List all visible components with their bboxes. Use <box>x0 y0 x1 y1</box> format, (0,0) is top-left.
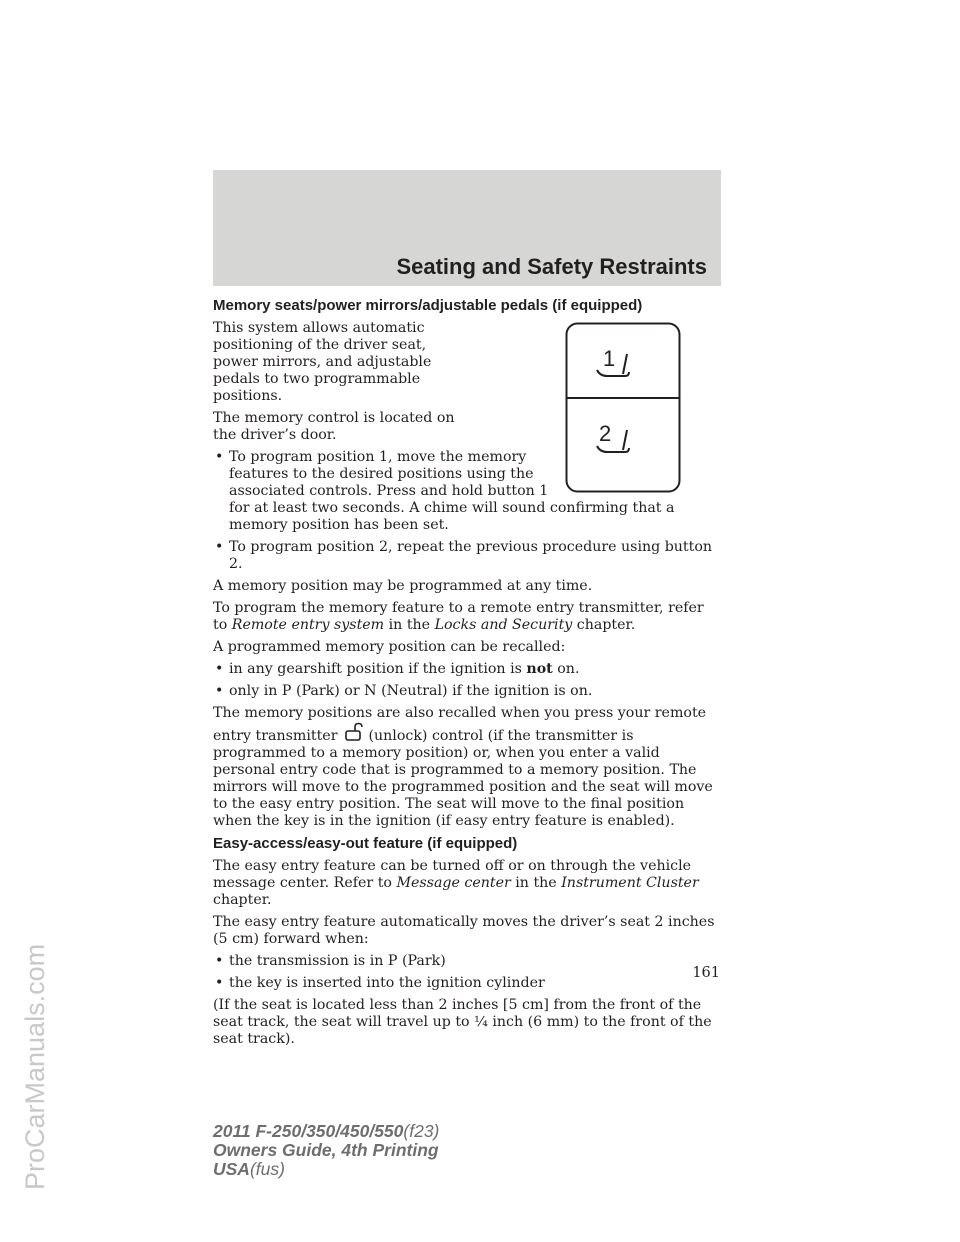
transmission-park-bullet <box>213 953 721 970</box>
footer-line-1 <box>213 1122 439 1141</box>
footer-printing: Owners Guide, 4th Printing <box>213 1140 439 1160</box>
easy-entry-text: in the <box>510 875 562 891</box>
footer-model: 2011 F-250/350/450/550 <box>213 1121 404 1141</box>
memory-recalled-text: The memory positions are also recalled when you press your remote entry transmitter <box>213 705 707 744</box>
bullet-marker: • <box>215 953 224 969</box>
program-position-1-bullet <box>213 449 721 534</box>
print-footer <box>213 1122 439 1179</box>
recall-bullet-text: on. <box>552 661 580 677</box>
section-title: Seating and Safety Restraints <box>396 254 707 279</box>
easy-access-heading: Easy-access/easy-out feature (if equipped) <box>213 835 518 852</box>
memory-seats-heading: Memory seats/power mirrors/adjustable pedals (if equipped) <box>213 297 643 314</box>
footer-line-3 <box>213 1160 439 1179</box>
recall-bullet-text: in any gearshift position if the ignition is <box>229 661 527 677</box>
recall-bullet-gearshift <box>213 661 721 678</box>
recall-bullet-park-neutral <box>213 683 721 700</box>
site-watermark: ProCarManuals.com <box>20 943 50 1190</box>
memory-location-paragraph: The memory control is located on the driver’s door. <box>213 410 455 443</box>
bullet-marker: • <box>215 539 224 555</box>
memory-recalled-text: (unlock) control (if the transmitter is programmed to a memory position) or, when you enter a valid personal entry code that is programmed to a memory position. The mirrors will move to the programmed position and the seat will move to the easy entry position. The seat will move to the final position when the key is in the ignition (if easy entry feature is enabled). <box>213 728 713 829</box>
easy-entry-message-center-paragraph <box>213 858 721 909</box>
program-position-2-bullet <box>213 539 721 573</box>
remote-entry-text: chapter. <box>572 617 636 633</box>
easy-entry-text: The easy entry feature can be turned off or on through the vehicle message center. Refer to <box>213 858 692 891</box>
remote-entry-paragraph <box>213 600 721 634</box>
memory-button-2-label: 2 <box>599 421 612 446</box>
instrument-cluster-reference: Instrument Cluster <box>561 875 699 891</box>
section-header-band <box>213 170 721 286</box>
recall-bullet-text: only in P (Park) or N (Neutral) if the ignition is on. <box>229 683 593 699</box>
remote-entry-reference: Remote entry system <box>231 617 385 633</box>
memory-button-1-label: 1 <box>603 346 616 371</box>
bullet-marker: • <box>215 683 224 699</box>
memory-recalled-paragraph <box>213 705 721 830</box>
unlock-icon <box>342 722 364 742</box>
memory-intro-paragraph: This system allows automatic positioning of the driver seat, power mirrors, and adjustable pedals to two programmable positions. <box>213 320 432 404</box>
easy-entry-text: chapter. <box>213 892 272 908</box>
key-inserted-bullet <box>213 975 721 992</box>
footer-market: USA <box>213 1159 250 1179</box>
easy-entry-moves-paragraph: The easy entry feature automatically moves the driver’s seat 2 inches (5 cm) forward when: <box>213 914 715 947</box>
footer-line-2 <box>213 1141 439 1160</box>
bullet-marker: • <box>215 449 224 465</box>
recall-intro-paragraph: A programmed memory position can be recalled: <box>213 639 566 655</box>
page-number: 161 <box>692 965 720 981</box>
seat-travel-note: (If the seat is located less than 2 inches [5 cm] from the front of the seat track, the seat will travel up to ¼ inch (6 mm) to the front of the seat track). <box>213 997 712 1047</box>
key-inserted-text: the key is inserted into the ignition cylinder <box>229 975 545 991</box>
transmission-park-text: the transmission is in P (Park) <box>229 953 446 969</box>
footer-model-code: (f23) <box>403 1121 440 1141</box>
locks-security-reference: Locks and Security <box>434 617 573 633</box>
emphasis-not: not <box>526 661 553 677</box>
remote-entry-text: in the <box>384 617 435 633</box>
footer-market-code: (fus) <box>249 1159 285 1179</box>
message-center-reference: Message center <box>396 875 511 891</box>
bullet-marker: • <box>215 975 224 991</box>
remote-entry-text: To program the memory feature to a remote entry transmitter, refer to <box>213 600 704 633</box>
bullet-marker: • <box>215 661 224 677</box>
program-anytime-paragraph: A memory position may be programmed at any time. <box>213 578 593 594</box>
page-content <box>213 297 721 1053</box>
program-position-2-text: To program position 2, repeat the previous procedure using button 2. <box>229 539 713 572</box>
program-position-1-text: To program position 1, move the memory features to the desired positions using the associated controls. Press and hold button 1 for at least two seconds. A chime will sound confirming that a memory position has been set. <box>229 449 675 533</box>
